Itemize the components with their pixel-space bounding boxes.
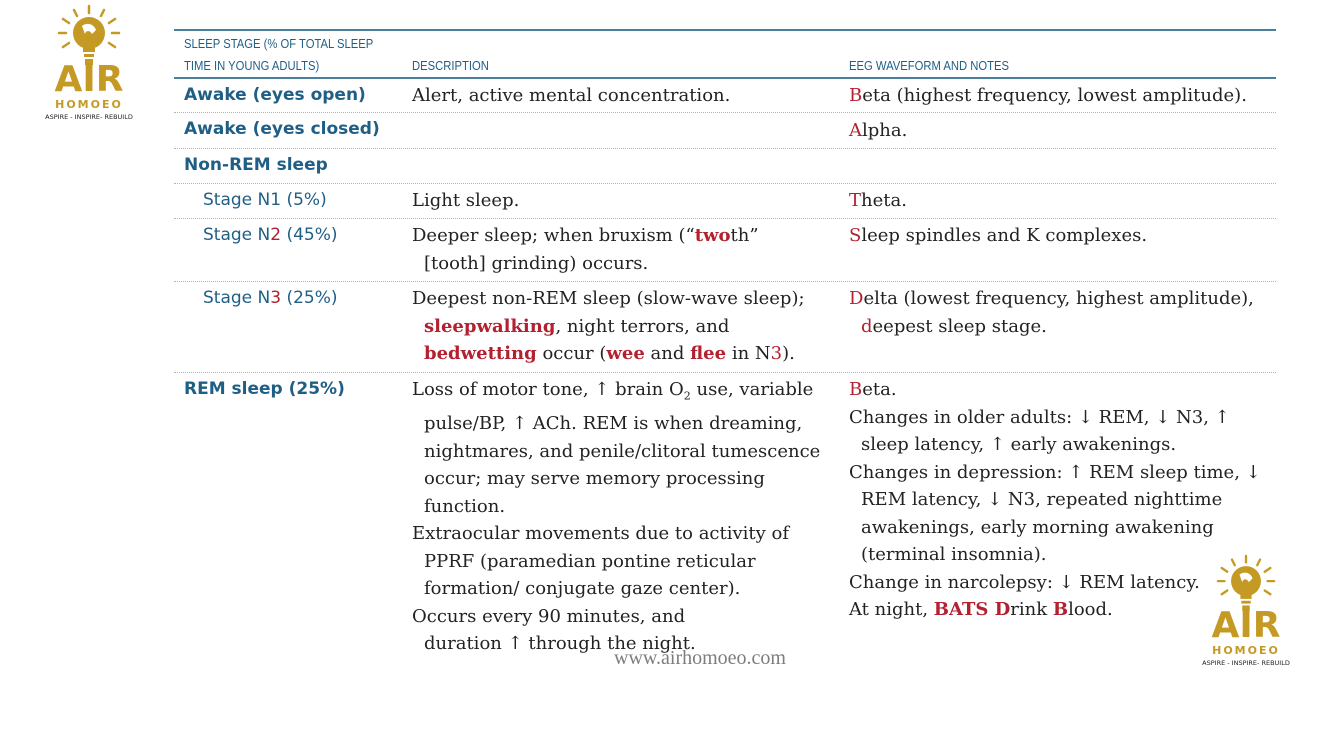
eeg-initial: A bbox=[849, 120, 862, 141]
table-row-awake-open bbox=[174, 79, 1276, 113]
desc-paragraph: Extraocular movements due to activity of PPRF (paramedian pontine reticular formation/ conjugate gaze center). bbox=[412, 523, 790, 600]
desc-text: use, variable pulse/BP, ↑ ACh. REM is when dreaming, nightmares, and penile/clitoral tumescence occur; may serve memory processing function. bbox=[424, 379, 821, 517]
desc-subscript: 2 bbox=[683, 389, 691, 403]
table-header bbox=[174, 31, 1276, 79]
air-homoeo-logo-bottom bbox=[1190, 554, 1302, 667]
eeg-cell bbox=[849, 222, 1279, 250]
logo-air-text: AIR bbox=[1211, 605, 1281, 646]
table-row-n2 bbox=[174, 219, 1276, 282]
header-stage-line1: SLEEP STAGE (% OF TOTAL SLEEP bbox=[184, 37, 374, 51]
eeg-text: lood. bbox=[1068, 599, 1113, 620]
eeg-paragraph: Changes in older adults: ↓ REM, ↓ N3, ↑ sleep latency, ↑ early awakenings. bbox=[849, 406, 1230, 455]
eeg-paragraph: Changes in depression: ↑ REM sleep time, ↓ REM latency, ↓ N3, repeated nighttime awakenings, early morning awakening (terminal insomnia). bbox=[849, 461, 1261, 565]
logo-tagline: ASPIRE - INSPIRE- REBUILD bbox=[45, 113, 133, 121]
eeg-cell bbox=[849, 285, 1279, 340]
eeg-initial: T bbox=[849, 190, 862, 211]
stage-label bbox=[203, 288, 338, 308]
desc-highlight: flee bbox=[690, 343, 727, 364]
logo-air-text: AIR bbox=[54, 59, 124, 100]
logo-tagline: ASPIRE - INSPIRE- REBUILD bbox=[1202, 659, 1290, 667]
desc-highlight: sleepwalking bbox=[424, 315, 556, 337]
desc-text: Deeper sleep; when bruxism (“ bbox=[412, 225, 695, 246]
eeg-text: eta. bbox=[862, 379, 897, 400]
desc-highlight: two bbox=[694, 225, 731, 246]
desc-highlight: bedwetting bbox=[424, 343, 537, 364]
desc-text: Deepest non-REM sleep (slow-wave sleep); bbox=[412, 288, 805, 309]
desc-text: occur ( bbox=[536, 343, 607, 364]
eeg-cell bbox=[849, 117, 1279, 145]
stage-text: Stage N bbox=[203, 225, 271, 245]
eeg-text: heta. bbox=[861, 190, 907, 211]
description-cell: Alert, active mental concentration. bbox=[412, 85, 731, 106]
eeg-paragraph: Change in narcolepsy: ↓ REM latency. bbox=[849, 571, 1200, 593]
desc-text: and bbox=[644, 343, 691, 364]
lightbulb-logo-icon bbox=[54, 4, 124, 66]
desc-text: in N bbox=[726, 343, 771, 364]
stage-text: Stage N bbox=[203, 288, 271, 308]
logo-homoeo-text: HOMOEO bbox=[1212, 644, 1280, 657]
stage-number: 3 bbox=[270, 288, 282, 308]
eeg-highlight: BATS D bbox=[933, 599, 1011, 620]
eeg-initial: B bbox=[849, 379, 863, 400]
eeg-text: lpha. bbox=[862, 120, 908, 141]
table-row-nonrem bbox=[174, 149, 1276, 184]
description-cell bbox=[412, 285, 834, 368]
stage-label bbox=[203, 225, 338, 245]
stage-label: Non-REM sleep bbox=[184, 155, 328, 175]
eeg-cell bbox=[849, 187, 1279, 215]
stage-label: Awake (eyes open) bbox=[184, 85, 366, 105]
eeg-text: rink bbox=[1010, 599, 1053, 620]
website-url: www.airhomoeo.com bbox=[614, 647, 786, 669]
stage-label: Awake (eyes closed) bbox=[184, 119, 380, 139]
stage-number: 2 bbox=[270, 225, 282, 245]
desc-text: th” [tooth] grinding) occurs. bbox=[424, 225, 759, 274]
description-cell bbox=[412, 222, 824, 277]
logo-homoeo-text: HOMOEO bbox=[55, 98, 123, 111]
eeg-initial: d bbox=[861, 315, 873, 337]
eeg-text: At night, bbox=[849, 599, 934, 620]
eeg-initial: D bbox=[849, 288, 864, 309]
eeg-text: elta (lowest frequency, highest amplitude), bbox=[863, 288, 1254, 309]
stage-percent: (25%) bbox=[281, 288, 338, 308]
desc-paragraph: Occurs every 90 minutes, and duration ↑ through the night. bbox=[412, 605, 696, 655]
eeg-cell bbox=[849, 82, 1279, 110]
table-row-n3 bbox=[174, 282, 1276, 373]
eeg-initial: S bbox=[849, 225, 862, 246]
eeg-text: eepest sleep stage. bbox=[872, 315, 1047, 337]
description-cell: Light sleep. bbox=[412, 190, 520, 211]
desc-text: ). bbox=[782, 343, 795, 364]
air-homoeo-logo bbox=[30, 4, 148, 121]
desc-highlight: 3 bbox=[770, 343, 783, 364]
table-row-awake-closed bbox=[174, 113, 1276, 149]
eeg-highlight: B bbox=[1052, 599, 1069, 620]
header-description: DESCRIPTION bbox=[412, 59, 489, 73]
desc-highlight: wee bbox=[606, 343, 645, 364]
eeg-text: eta (highest frequency, lowest amplitude). bbox=[862, 85, 1247, 106]
desc-paragraph bbox=[412, 376, 832, 520]
desc-text: Loss of motor tone, ↑ brain O bbox=[412, 379, 684, 400]
eeg-initial: B bbox=[849, 85, 863, 106]
stage-label: REM sleep (25%) bbox=[184, 379, 345, 399]
lightbulb-logo-icon bbox=[1213, 554, 1279, 612]
desc-text: , night terrors, and bbox=[555, 315, 730, 337]
stage-label: Stage N1 (5%) bbox=[203, 190, 327, 210]
header-stage-line2: TIME IN YOUNG ADULTS) bbox=[184, 59, 320, 73]
header-eeg: EEG WAVEFORM AND NOTES bbox=[849, 59, 1010, 73]
eeg-text: leep spindles and K complexes. bbox=[861, 225, 1148, 246]
stage-percent: (45%) bbox=[281, 225, 338, 245]
table-row-n1 bbox=[174, 184, 1276, 219]
description-cell bbox=[412, 376, 832, 658]
eeg-paragraph bbox=[849, 376, 1279, 404]
